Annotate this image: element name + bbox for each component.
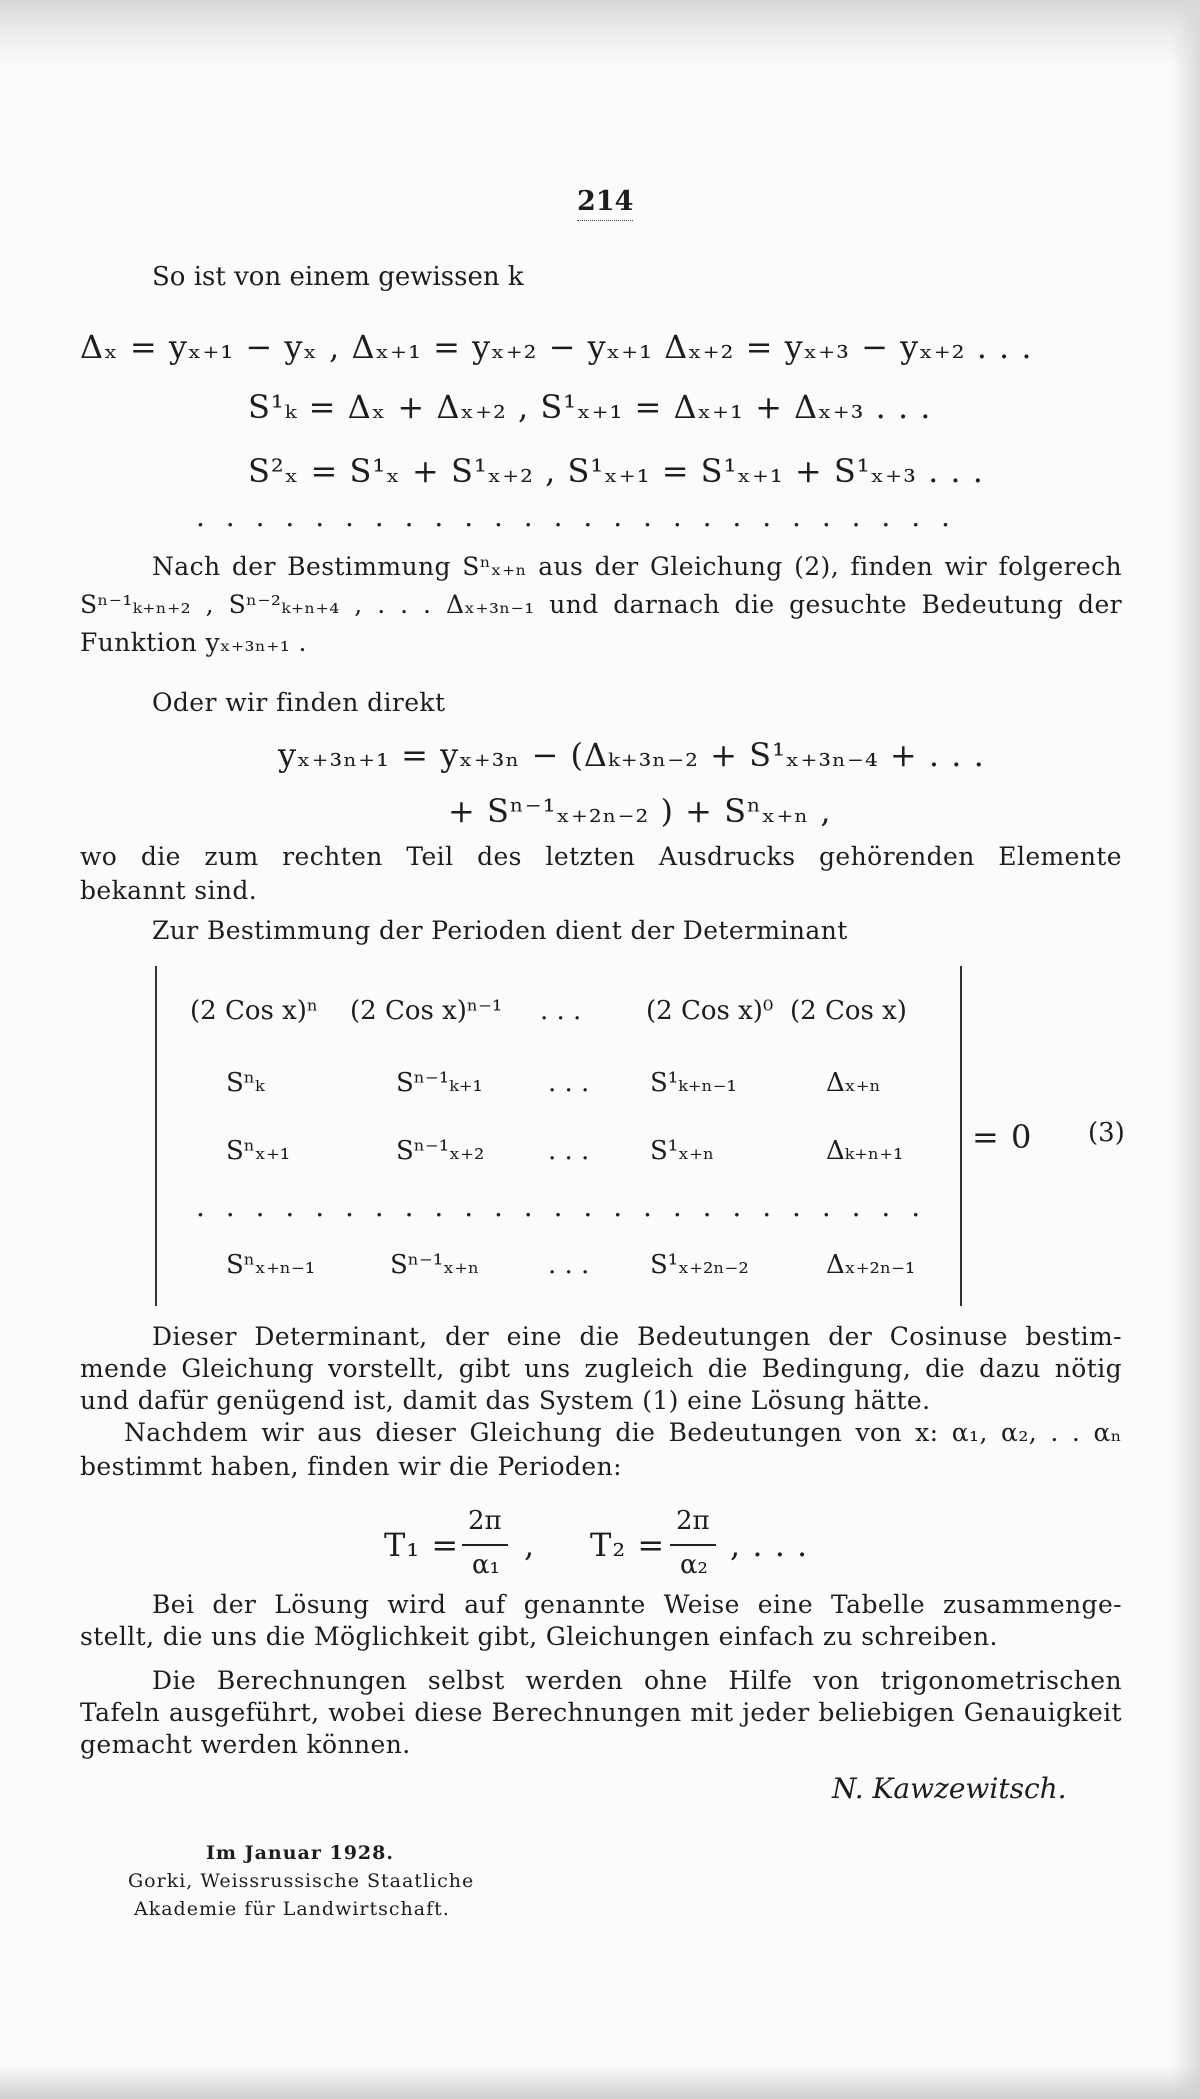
det-r3-c2: Sⁿ⁻¹ₓ₊₂ bbox=[396, 1136, 485, 1166]
det-r3-c1: Sⁿₓ₊₁ bbox=[226, 1136, 291, 1166]
equation-delta: Δₓ = yₓ₊₁ − yₓ , Δₓ₊₁ = yₓ₊₂ − yₓ₊₁ Δₓ₊₂ = yₓ₊₃ − yₓ₊₂ . . . bbox=[80, 328, 1033, 366]
paragraph-1-line-2: Sⁿ⁻¹ₖ₊ₙ₊₂ , Sⁿ⁻²ₖ₊ₙ₊₄ , . . . Δₓ₊₃ₙ₋₁ und darnach die gesuchte Bedeutung der bbox=[80, 590, 1122, 619]
period-t2-lhs: T₂ = bbox=[590, 1526, 666, 1564]
paragraph-5-line-1: Dieser Determinant, der eine die Bedeutungen der Cosinuse bestim- bbox=[152, 1322, 1122, 1351]
paragraph-6-line-1: Nachdem wir aus dieser Gleichung die Bedeutungen von x: α₁, α₂, . . αₙ bbox=[124, 1418, 1122, 1447]
period-t2-numerator: 2π bbox=[676, 1506, 710, 1536]
paragraph-7-line-2: stellt, die uns die Möglichkeit gibt, Gleichungen einfach zu schreiben. bbox=[80, 1622, 998, 1651]
paragraph-5-line-2: mende Gleichung vorstellt, gibt uns zugleich die Bedingung, die dazu nötig bbox=[80, 1354, 1122, 1383]
det-r5-c1: Sⁿₓ₊ₙ₋₁ bbox=[226, 1250, 316, 1280]
det-r2-c5: Δₓ₊ₙ bbox=[826, 1068, 881, 1098]
det-r5-c2: Sⁿ⁻¹ₓ₊ₙ bbox=[390, 1250, 480, 1280]
determinant-equals-zero: = 0 bbox=[972, 1118, 1033, 1156]
period-tail: , . . . bbox=[730, 1526, 809, 1564]
det-r2-c2: Sⁿ⁻¹ₖ₊₁ bbox=[396, 1068, 483, 1098]
paragraph-4: Zur Bestimmung der Perioden dient der Determinant bbox=[152, 916, 848, 945]
determinant-left-bar bbox=[155, 966, 157, 1306]
scan-shadow-bottom bbox=[0, 2065, 1200, 2099]
paragraph-8-line-1: Die Berechnungen selbst werden ohne Hilfe von trigonometrischen bbox=[152, 1666, 1122, 1695]
paragraph-1-line-3: Funktion yₓ₊₃ₙ₊₁ . bbox=[80, 628, 307, 657]
page-number: 214 bbox=[577, 186, 633, 221]
scan-shadow-right bbox=[1172, 0, 1200, 2099]
det-r5-c4: S¹ₓ₊₂ₙ₋₂ bbox=[650, 1250, 749, 1280]
det-dots-row: . . . . . . . . . . . . . . . . . . . . . . . . . bbox=[196, 1190, 927, 1223]
det-r1-c1: (2 Cos x)ⁿ bbox=[190, 996, 319, 1026]
det-r3-c4: S¹ₓ₊ₙ bbox=[650, 1136, 715, 1166]
footer-place: Gorki, Weissrussische Staatliche bbox=[128, 1870, 475, 1892]
det-r1-c4: (2 Cos x)⁰ bbox=[646, 996, 774, 1026]
determinant-right-bar bbox=[960, 966, 962, 1306]
author-signature: N. Kawzewitsch. bbox=[832, 1772, 1067, 1805]
det-r2-c3: . . . bbox=[548, 1068, 590, 1098]
period-t1-numerator: 2π bbox=[468, 1506, 502, 1536]
paragraph-5-line-3: und dafür genügend ist, damit das System (1) eine Lösung hätte. bbox=[80, 1386, 931, 1415]
equation-label-3: (3) bbox=[1088, 1118, 1125, 1148]
det-r3-c3: . . . bbox=[548, 1136, 590, 1166]
period-t1-fraction-bar bbox=[462, 1544, 508, 1546]
det-r2-c4: S¹ₖ₊ₙ₋₁ bbox=[650, 1068, 737, 1098]
scan-shadow-top bbox=[0, 0, 1200, 70]
paragraph-1-line-1: Nach der Bestimmung Sⁿₓ₊ₙ aus der Gleichung (2), finden wir folgerech bbox=[152, 552, 1122, 581]
period-t2-fraction-bar bbox=[670, 1544, 716, 1546]
period-t1-comma: , bbox=[524, 1526, 536, 1564]
equation-y-line-1: yₓ₊₃ₙ₊₁ = yₓ₊₃ₙ − (Δₖ₊₃ₙ₋₂ + S¹ₓ₊₃ₙ₋₄ + . . . bbox=[278, 736, 985, 774]
equation-s2: S²ₓ = S¹ₓ + S¹ₓ₊₂ , S¹ₓ₊₁ = S¹ₓ₊₁ + S¹ₓ₊₃ . . . bbox=[248, 452, 984, 490]
det-r1-c2: (2 Cos x)ⁿ⁻¹ bbox=[350, 996, 503, 1026]
det-r5-c5: Δₓ₊₂ₙ₋₁ bbox=[826, 1250, 916, 1280]
paragraph-8-line-3: gemacht werden können. bbox=[80, 1730, 411, 1759]
paragraph-3-line-1: wo die zum rechten Teil des letzten Ausdrucks gehörenden Elemente bbox=[80, 842, 1122, 871]
det-r1-c5: (2 Cos x) bbox=[790, 996, 907, 1026]
det-r3-c5: Δₖ₊ₙ₊₁ bbox=[826, 1136, 904, 1166]
equation-y-line-2: + Sⁿ⁻¹ₓ₊₂ₙ₋₂ ) + Sⁿₓ₊ₙ , bbox=[448, 792, 832, 830]
det-r1-c3: . . . bbox=[540, 996, 582, 1026]
paragraph-3-line-2: bekannt sind. bbox=[80, 876, 258, 905]
period-t1-denominator: α₁ bbox=[472, 1550, 500, 1580]
equation-s1: S¹ₖ = Δₓ + Δₓ₊₂ , S¹ₓ₊₁ = Δₓ₊₁ + Δₓ₊₃ . . . bbox=[248, 388, 932, 426]
paragraph-2: Oder wir finden direkt bbox=[152, 688, 446, 717]
period-t2-denominator: α₂ bbox=[680, 1550, 708, 1580]
dots-row: . . . . . . . . . . . . . . . . . . . . . . . . . . bbox=[196, 500, 956, 533]
footer-institution: Akademie für Landwirtschaft. bbox=[134, 1898, 450, 1920]
footer-date: Im Januar 1928. bbox=[206, 1842, 394, 1864]
paragraph-7-line-1: Bei der Lösung wird auf genannte Weise eine Tabelle zusammenge- bbox=[152, 1590, 1122, 1619]
paragraph-8-line-2: Tafeln ausgeführt, wobei diese Berechnungen mit jeder beliebigen Genauigkeit bbox=[80, 1698, 1122, 1727]
intro-line: So ist von einem gewissen k bbox=[152, 262, 524, 292]
paragraph-6-line-2: bestimmt haben, finden wir die Perioden: bbox=[80, 1452, 622, 1481]
period-t1-lhs: T₁ = bbox=[384, 1526, 460, 1564]
det-r5-c3: . . . bbox=[548, 1250, 590, 1280]
det-r2-c1: Sⁿₖ bbox=[226, 1068, 265, 1098]
